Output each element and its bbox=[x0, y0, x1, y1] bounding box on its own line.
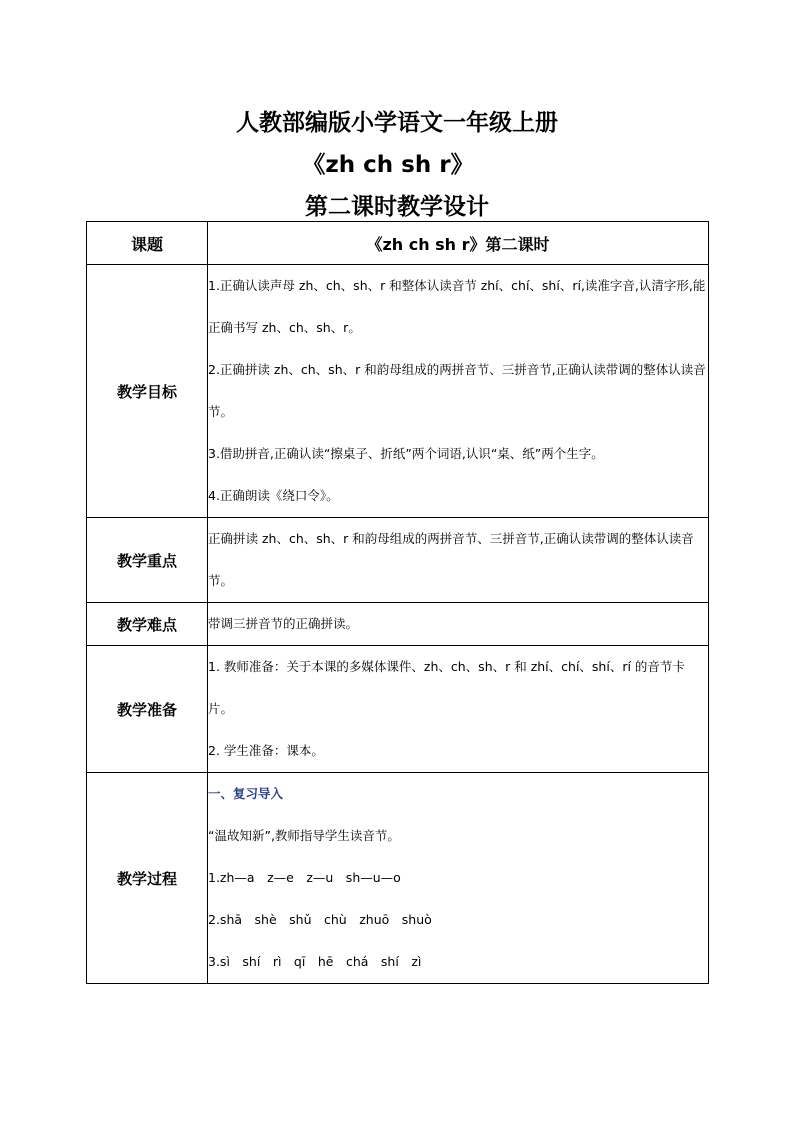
objective-item: 4.正确朗读《绕口令》。 bbox=[208, 488, 339, 503]
header-value: 《zh ch sh r》第二课时 bbox=[208, 222, 709, 265]
preparation-item: 1. 教师准备：关于本课的多媒体课件、zh、ch、sh、r 和 zhí、chí、shí、rí 的音节卡片。 bbox=[208, 659, 685, 716]
preparation-label: 教学准备 bbox=[87, 646, 208, 773]
table-row-key-points bbox=[87, 518, 709, 603]
header-label: 课题 bbox=[87, 222, 208, 265]
key-points-label: 教学重点 bbox=[87, 518, 208, 603]
difficulties-content bbox=[208, 603, 709, 646]
difficulties-text: 带调三拼音节的正确拼读。 bbox=[208, 616, 359, 631]
lesson-plan-table bbox=[86, 221, 709, 984]
title-line-2: 《zh ch sh r》 bbox=[302, 152, 474, 178]
objective-item: 3.借助拼音,正确认读“擦桌子、折纸”两个词语,认识“桌、纸”两个生字。 bbox=[208, 446, 604, 461]
process-content bbox=[208, 773, 709, 984]
objectives-content bbox=[208, 265, 709, 518]
table-row-header bbox=[87, 222, 709, 265]
preparation-content bbox=[208, 646, 709, 773]
objective-item: 1.正确认读声母 zh、ch、sh、r 和整体认读音节 zhí、chí、shí、rí,读准字音,认清字形,能正确书写 zh、ch、sh、r。 bbox=[208, 278, 706, 335]
preparation-item: 2. 学生准备：课本。 bbox=[208, 743, 324, 758]
process-line: “温故知新”,教师指导学生读音节。 bbox=[208, 828, 400, 843]
process-line: 1.zh—a z—e z—u sh—u—o bbox=[208, 870, 401, 885]
key-points-content bbox=[208, 518, 709, 603]
table-row-objectives bbox=[87, 265, 709, 518]
process-label: 教学过程 bbox=[87, 773, 208, 984]
process-section-title: 一、复习导入 bbox=[208, 786, 284, 801]
title-line-3: 第二课时教学设计 bbox=[305, 194, 489, 220]
process-line: 3.sì shí rì qī hē chá shí zì bbox=[208, 954, 422, 969]
objectives-label: 教学目标 bbox=[87, 265, 208, 518]
table-row-preparation bbox=[87, 646, 709, 773]
objective-item: 2.正确拼读 zh、ch、sh、r 和韵母组成的两拼音节、三拼音节,正确认读带调的整体认读音节。 bbox=[208, 362, 706, 419]
table-row-process bbox=[87, 773, 709, 984]
key-points-text: 正确拼读 zh、ch、sh、r 和韵母组成的两拼音节、三拼音节,正确认读带调的整体认读音节。 bbox=[208, 531, 694, 588]
title-line-1: 人教部编版小学语文一年级上册 bbox=[236, 110, 558, 136]
difficulties-label: 教学难点 bbox=[87, 603, 208, 646]
table-row-difficulties bbox=[87, 603, 709, 646]
document-title bbox=[0, 102, 794, 228]
process-line: 2.shā shè shǔ chù zhuō shuò bbox=[208, 912, 432, 927]
